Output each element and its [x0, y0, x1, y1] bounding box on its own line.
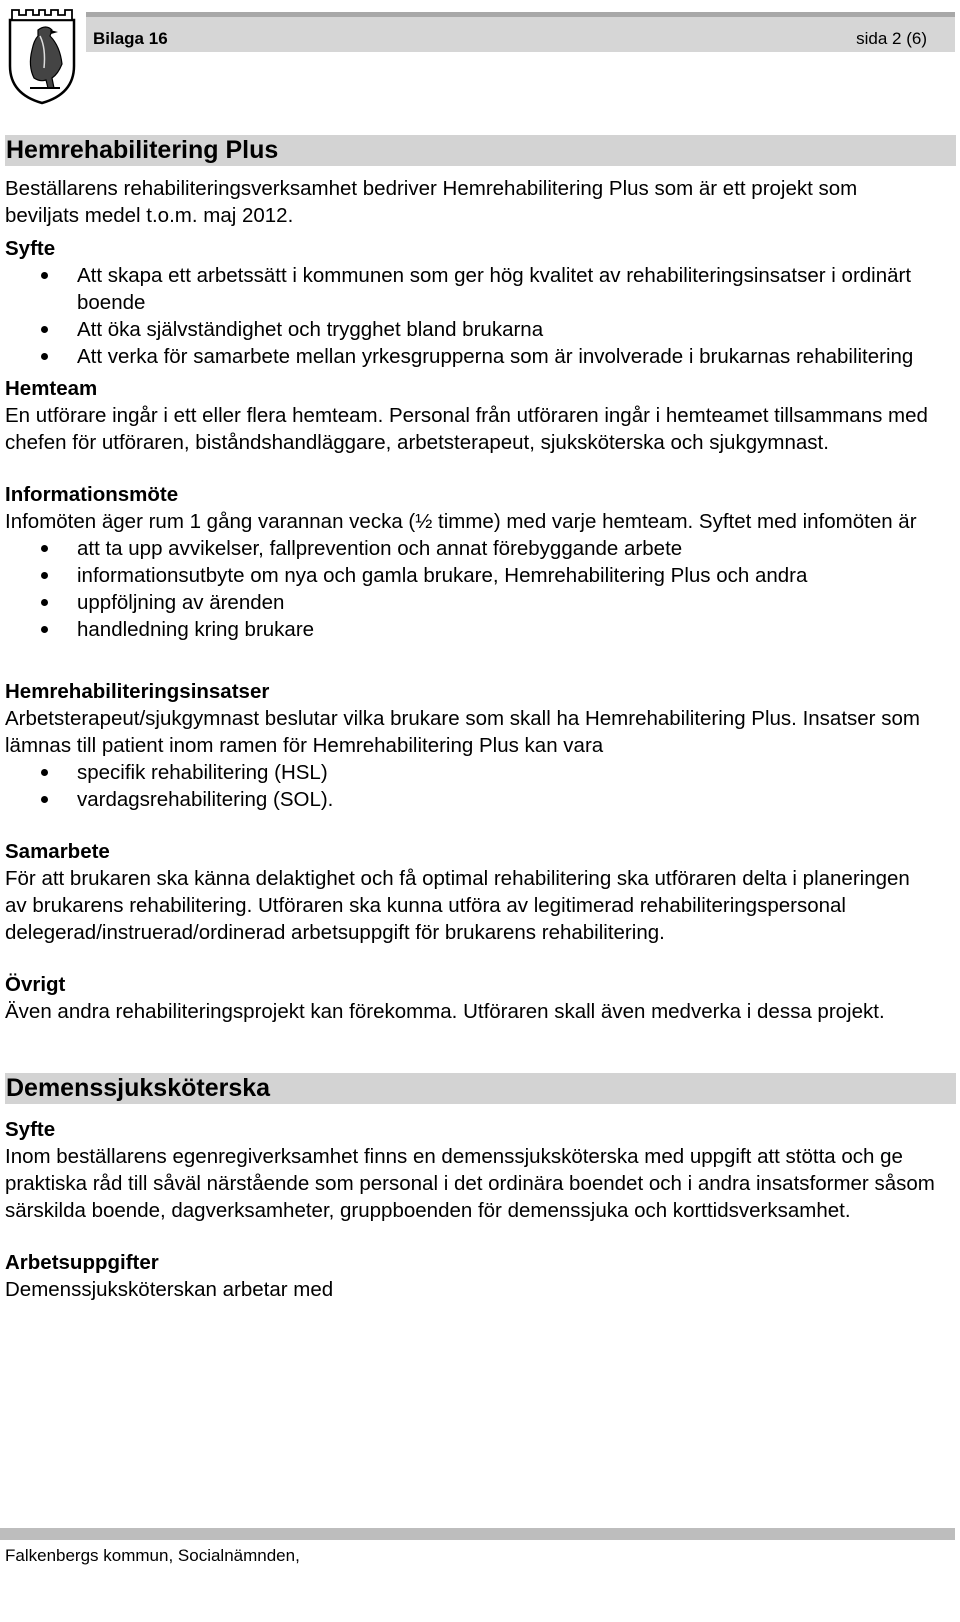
list-item: uppföljning av ärenden [77, 589, 935, 616]
info-paragraph: Infomöten äger rum 1 gång varannan vecka (½ timme) med varje hemteam. Syftet med infomöten är [5, 510, 917, 533]
heading-demens-syfte: Syfte [5, 1118, 56, 1141]
heading-hemteam: Hemteam [5, 377, 98, 400]
list-item: handledning kring brukare [77, 616, 935, 643]
heading-informationsmote: Informationsmöte [5, 483, 179, 506]
insats-paragraph: Arbetsterapeut/sjukgymnast beslutar vilka brukare som skall ha Hemrehabilitering Plus. Insatser som lämnas till patient inom ramen för Hemrehabilitering Plus kan vara [5, 707, 920, 757]
heading-ovrigt: Övrigt [5, 973, 66, 996]
info-list [5, 535, 935, 643]
list-item: Att öka självständighet och trygghet bland brukarna [77, 316, 935, 343]
arbetsuppgifter-paragraph: Demenssjuksköterskan arbetar med [5, 1278, 334, 1301]
list-item: att ta upp avvikelser, fallprevention och annat förebyggande arbete [77, 535, 935, 562]
ovrigt-paragraph: Även andra rehabiliteringsprojekt kan förekomma. Utföraren skall även medverka i dessa projekt. [5, 1000, 885, 1023]
document-body [5, 135, 935, 1303]
list-item: Att skapa ett arbetssätt i kommunen som ger hög kvalitet av rehabiliteringsinsatser i ordinärt boende [77, 262, 935, 316]
page-number: sida 2 (6) [856, 29, 927, 48]
footer-text: Falkenbergs kommun, Socialnämnden, [5, 1546, 300, 1565]
coat-of-arms-logo [6, 6, 78, 106]
hemteam-paragraph: En utförare ingår i ett eller flera hemteam. Personal från utföraren ingår i hemteamet tillsammans med chefen för utföraren, biståndshandläggare, arbetsterapeut, sjuksköterska och sjukgymnast. [5, 404, 928, 454]
demens-syfte-paragraph: Inom beställarens egenregiverksamhet finns en demenssjuksköterska med uppgift att stötta och ge praktiska råd till såväl närstående som personal i det ordinära boendet och i andra insatsformer såsom särskilda boende, dagverksamheter, gruppboenden för demenssjuka och korttidsverksamhet. [5, 1145, 935, 1222]
section-title-demens: Demenssjuksköterska [5, 1073, 956, 1104]
footer-divider [0, 1528, 955, 1540]
heading-samarbete: Samarbete [5, 840, 110, 863]
section-title-hemrehab: Hemrehabilitering Plus [5, 135, 956, 166]
list-item: Att verka för samarbete mellan yrkesgrupperna som är involverade i brukarnas rehabilitering [77, 343, 935, 370]
syfte-list [5, 262, 935, 370]
intro-paragraph: Beställarens rehabiliteringsverksamhet bedriver Hemrehabilitering Plus som är ett projekt som beviljats medel t.o.m. maj 2012. [5, 177, 858, 227]
list-item: informationsutbyte om nya och gamla brukare, Hemrehabilitering Plus och andra [77, 562, 935, 589]
heading-arbetsuppgifter: Arbetsuppgifter [5, 1251, 159, 1274]
insats-list [5, 759, 935, 813]
heading-hemrehabiliteringsinsatser: Hemrehabiliteringsinsatser [5, 680, 270, 703]
samarbete-paragraph: För att brukaren ska känna delaktighet och få optimal rehabilitering ska utföraren delta i planeringen av brukarens rehabilitering. Utföraren ska kunna utföra av legitimerad rehabiliteringspersonal delegerad/instruerad/ordinerad arbetsuppgift för brukarens rehabilitering. [5, 867, 910, 944]
attachment-label: Bilaga 16 [93, 29, 168, 48]
heading-syfte: Syfte [5, 237, 56, 260]
list-item: specifik rehabilitering (HSL) [77, 759, 935, 786]
page-header [86, 12, 955, 52]
list-item: vardagsrehabilitering (SOL). [77, 786, 935, 813]
